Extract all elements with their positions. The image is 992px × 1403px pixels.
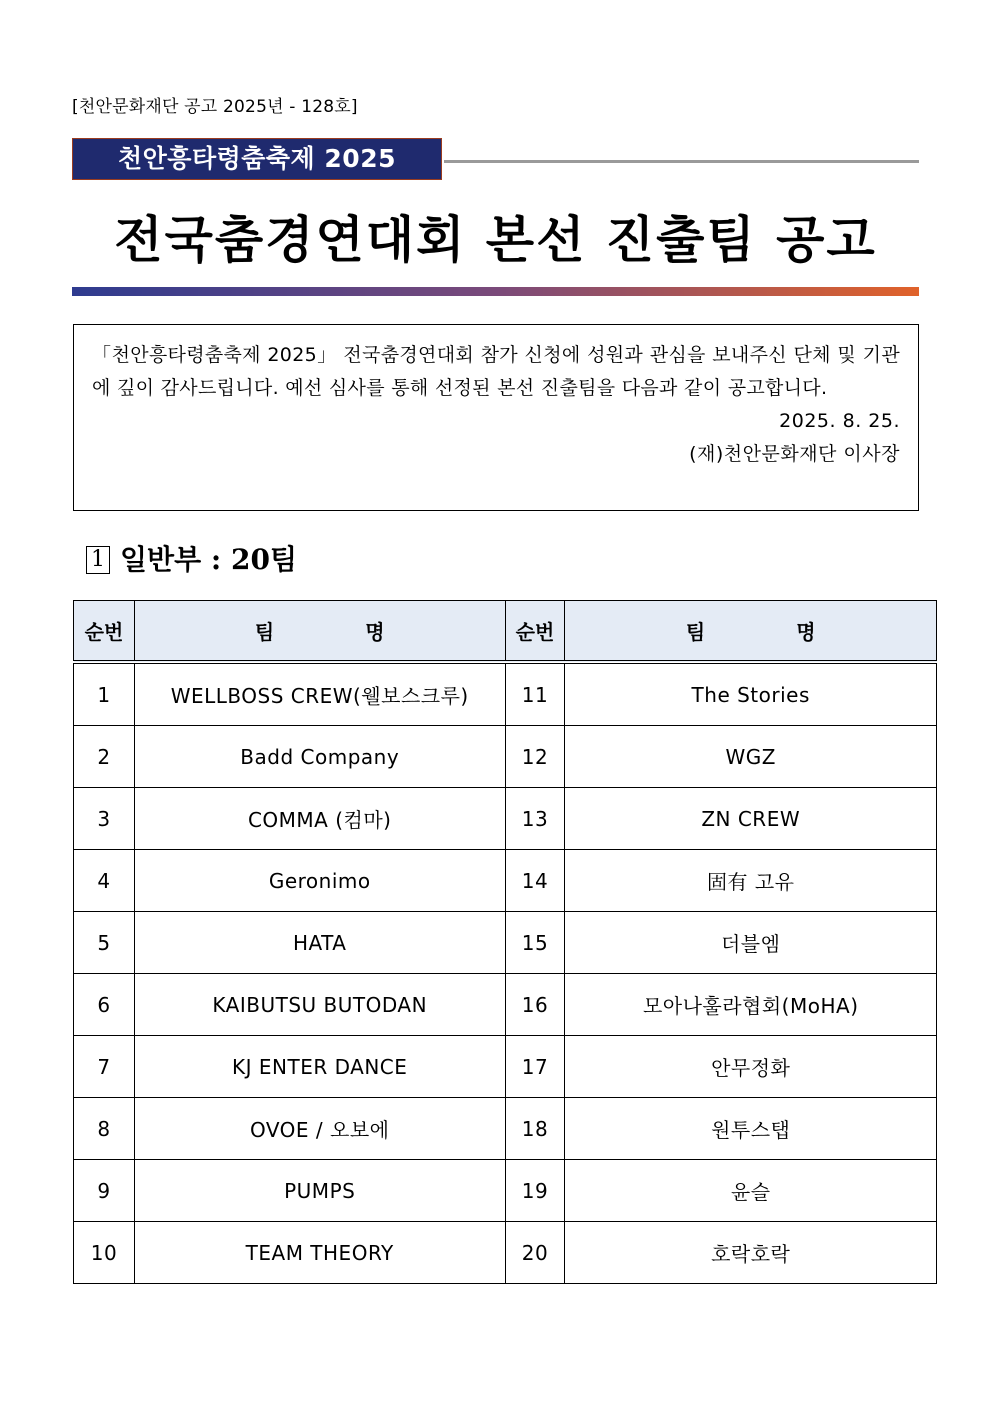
team-order-left: 10: [74, 1222, 135, 1284]
header-order-right: 순번: [505, 601, 565, 663]
gradient-divider: [72, 287, 919, 296]
team-order-left: 9: [74, 1160, 135, 1222]
team-order-left: 1: [74, 662, 135, 726]
team-order-left: 5: [74, 912, 135, 974]
team-name-left: PUMPS: [134, 1160, 505, 1222]
team-name-left: OVOE / 오보에: [134, 1098, 505, 1160]
team-name-right: 固有 고유: [565, 850, 937, 912]
team-name-left: KJ ENTER DANCE: [134, 1036, 505, 1098]
teams-table: [73, 600, 937, 1284]
team-name-left: WELLBOSS CREW(웰보스크루): [134, 662, 505, 726]
team-name-left: COMMA (컴마): [134, 788, 505, 850]
team-order-right: 12: [505, 726, 565, 788]
team-order-right: 20: [505, 1222, 565, 1284]
header-team-left: [134, 601, 505, 663]
team-name-left: TEAM THEORY: [134, 1222, 505, 1284]
notice-number: [천안문화재단 공고 2025년 - 128호]: [72, 97, 358, 117]
festival-banner: 천안흥타령춤축제 2025: [72, 138, 442, 180]
team-name-left: KAIBUTSU BUTODAN: [134, 974, 505, 1036]
team-name-right: The Stories: [565, 662, 937, 726]
table-row: [74, 1098, 937, 1160]
section-title: 일반부 : 20팀: [120, 543, 297, 576]
team-order-right: 14: [505, 850, 565, 912]
team-name-right: 원투스탭: [565, 1098, 937, 1160]
table-row: [74, 1222, 937, 1284]
team-order-right: 19: [505, 1160, 565, 1222]
team-order-right: 13: [505, 788, 565, 850]
team-name-right: 윤슬: [565, 1160, 937, 1222]
notice-signature: (재)천안문화재단 이사장: [689, 443, 900, 465]
festival-header: [72, 138, 919, 182]
notice-date: 2025. 8. 25.: [779, 410, 900, 432]
header-order-left: 순번: [74, 601, 135, 663]
header-team-left-label: 팀 명: [254, 620, 427, 644]
header-team-right-label: 팀 명: [685, 620, 858, 644]
team-order-left: 7: [74, 1036, 135, 1098]
table-row: [74, 912, 937, 974]
team-name-left: Badd Company: [134, 726, 505, 788]
section-heading: [86, 538, 297, 578]
team-order-right: 15: [505, 912, 565, 974]
table-row: [74, 726, 937, 788]
team-order-left: 8: [74, 1098, 135, 1160]
team-name-right: ZN CREW: [565, 788, 937, 850]
team-name-left: HATA: [134, 912, 505, 974]
page-title: 전국춤경연대회 본선 진출팀 공고: [114, 211, 877, 269]
team-name-left: Geronimo: [134, 850, 505, 912]
team-name-right: 모아나훌라협회(MoHA): [565, 974, 937, 1036]
team-order-left: 2: [74, 726, 135, 788]
table-row: [74, 788, 937, 850]
table-row: [74, 1036, 937, 1098]
divider-line: [444, 160, 919, 163]
team-order-left: 4: [74, 850, 135, 912]
table-row: [74, 850, 937, 912]
intro-text: 「천안흥타령춤축제 2025」 전국춤경연대회 참가 신청에 성원과 관심을 보내주신 단체 및 기관에 깊이 감사드립니다. 예선 심사를 통해 선정된 본선 진출팀을 다음과 같이 공고합니다.: [92, 344, 900, 399]
section-number: 1: [86, 546, 110, 574]
team-name-right: WGZ: [565, 726, 937, 788]
table-body: [74, 662, 937, 1284]
team-order-left: 3: [74, 788, 135, 850]
team-order-left: 6: [74, 974, 135, 1036]
table-row: [74, 662, 937, 726]
team-order-right: 18: [505, 1098, 565, 1160]
team-name-right: 호락호락: [565, 1222, 937, 1284]
table-row: [74, 1160, 937, 1222]
team-order-right: 16: [505, 974, 565, 1036]
header-team-right: [565, 601, 937, 663]
table-row: [74, 974, 937, 1036]
intro-box: [73, 324, 919, 511]
team-name-right: 더블엠: [565, 912, 937, 974]
table-header-row: [74, 601, 937, 663]
team-order-right: 11: [505, 662, 565, 726]
team-name-right: 안무정화: [565, 1036, 937, 1098]
team-order-right: 17: [505, 1036, 565, 1098]
